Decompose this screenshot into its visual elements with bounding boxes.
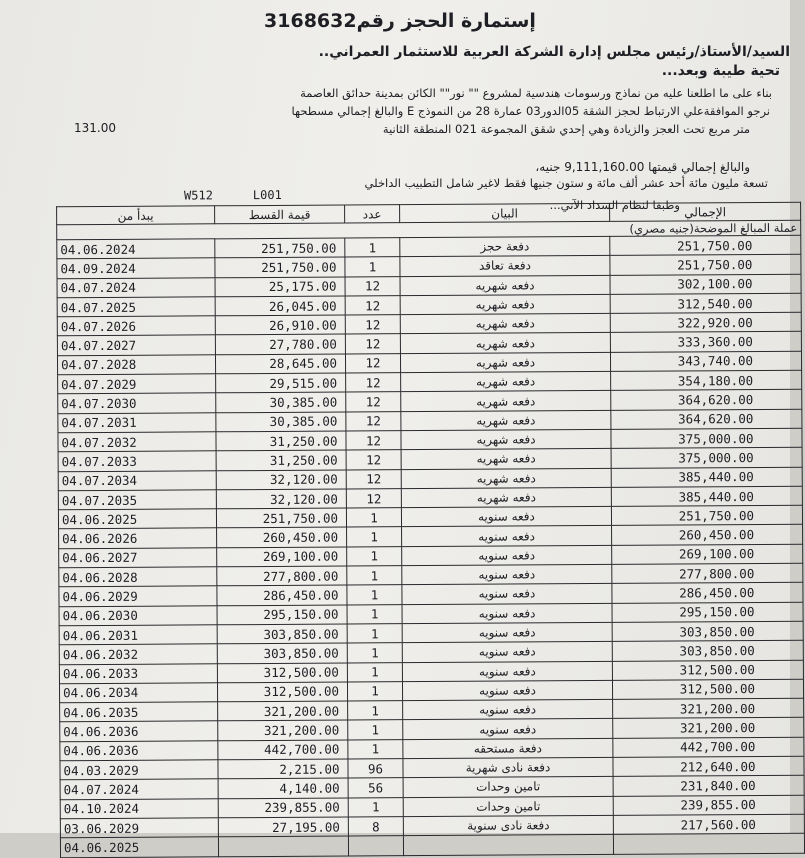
row-description: دفعة تعاقد — [400, 256, 610, 277]
row-total: 375,000.00 — [611, 428, 802, 448]
row-total: 251,750.00 — [610, 255, 801, 275]
row-start-date: 04.07.2034 — [58, 470, 216, 490]
row-count: 12 — [346, 469, 401, 489]
row-installment: 26,910.00 — [215, 315, 345, 335]
row-start-date: 04.06.2025 — [60, 837, 218, 857]
row-total: 269,100.00 — [612, 544, 803, 564]
row-description: دفعة حجز — [400, 236, 610, 257]
row-installment: 303,850.00 — [217, 643, 347, 663]
row-start-date: 04.07.2027 — [57, 335, 215, 355]
row-installment: 303,850.00 — [217, 624, 347, 644]
payment-schedule — [56, 185, 804, 858]
row-count: 1 — [347, 566, 402, 586]
row-installment: 251,750.00 — [215, 238, 345, 258]
row-start-date: 04.07.2025 — [57, 297, 215, 317]
row-installment: 31,250.00 — [216, 431, 346, 451]
unit-code: L001 — [252, 187, 282, 203]
row-description: دفعه شهريه — [401, 449, 611, 470]
row-description: دفعة مستحقه — [403, 738, 613, 759]
row-count: 56 — [348, 778, 403, 798]
row-count: 1 — [347, 624, 402, 644]
row-total: 303,850.00 — [612, 640, 803, 660]
row-total: 251,750.00 — [610, 235, 801, 255]
row-start-date: 04.06.2036 — [60, 741, 218, 761]
row-start-date: 04.06.2032 — [59, 644, 217, 664]
row-description: دفعه سنويه — [402, 584, 612, 605]
row-total: 385,440.00 — [611, 486, 802, 506]
row-description: دفعه شهريه — [401, 429, 611, 450]
row-description: دفعه شهريه — [401, 371, 611, 392]
row-total: 303,850.00 — [612, 621, 803, 641]
row-count: 12 — [346, 392, 401, 412]
unit-area-value: 131.00 — [74, 121, 116, 135]
row-installment: 25,175.00 — [215, 277, 345, 297]
row-count: 1 — [345, 257, 400, 277]
row-start-date: 04.07.2024 — [57, 277, 215, 297]
row-count: 12 — [345, 315, 400, 335]
row-start-date: 04.07.2028 — [57, 355, 215, 375]
total-price-line: والبالغ إجمالي قيمتها 9,111,160.00 جنيه، — [535, 160, 750, 174]
row-total: 343,740.00 — [610, 351, 801, 371]
row-start-date: 04.06.2034 — [59, 683, 217, 703]
row-start-date: 04.06.2028 — [59, 567, 217, 587]
row-count — [348, 836, 403, 856]
row-description: دفعة نادى شهرية — [403, 757, 613, 778]
row-total: 333,360.00 — [610, 332, 801, 352]
row-count: 1 — [348, 797, 403, 817]
row-description: دفعه سنويه — [402, 603, 612, 624]
row-total: 286,450.00 — [612, 583, 803, 603]
column-header-count: عدد — [345, 205, 400, 223]
row-installment: 28,645.00 — [215, 354, 345, 374]
row-total: 312,500.00 — [612, 679, 803, 699]
row-start-date: 04.07.2026 — [57, 316, 215, 336]
row-start-date: 03.06.2029 — [60, 818, 218, 838]
row-total: 312,500.00 — [612, 660, 803, 680]
row-count: 12 — [346, 411, 401, 431]
row-description — [403, 835, 613, 856]
intro-paragraph-line3: متر مربع تحت العجز والزيادة وهي إحدي شقق المجموعة 021 المنطقة الثانية — [382, 122, 750, 136]
row-total: 322,920.00 — [610, 312, 801, 332]
intro-paragraph-line1: بناء على ما اطلعنا عليه من نماذج ورسومات هندسية لمشروع "" نور"" الكائن بمدينة حدائق العاصمة — [300, 86, 772, 100]
row-total: 295,150.00 — [612, 602, 803, 622]
row-count: 12 — [346, 489, 401, 509]
row-start-date: 04.06.2027 — [59, 548, 217, 568]
row-count: 1 — [347, 681, 402, 701]
row-installment: 312,500.00 — [217, 663, 347, 683]
row-start-date: 04.06.2036 — [60, 721, 218, 741]
payment-plan-line: وطبقا لنظام السداد الآتي... — [549, 198, 680, 212]
row-installment: 260,450.00 — [217, 527, 347, 547]
row-total: 312,540.00 — [610, 293, 801, 313]
row-count: 1 — [348, 739, 403, 759]
row-start-date: 04.10.2024 — [60, 798, 218, 818]
row-installment: 269,100.00 — [217, 547, 347, 567]
row-installment: 26,045.00 — [215, 296, 345, 316]
building-code: W512 — [183, 188, 213, 203]
row-count: 1 — [347, 643, 402, 663]
row-count: 12 — [345, 353, 400, 373]
column-header-start: يبدأ من — [57, 206, 215, 225]
row-description: دفعة نادى سنوية — [403, 815, 613, 836]
row-description: دفعه شهريه — [400, 314, 610, 335]
row-count: 8 — [348, 817, 403, 837]
row-start-date: 04.06.2031 — [59, 625, 217, 645]
row-description: دفعه شهريه — [401, 487, 611, 508]
row-start-date: 04.07.2029 — [58, 374, 216, 394]
row-installment: 2,215.00 — [218, 759, 348, 779]
row-start-date: 04.06.2030 — [59, 605, 217, 625]
row-installment: 31,250.00 — [216, 450, 346, 470]
row-start-date: 04.07.2030 — [58, 393, 216, 413]
row-count: 12 — [346, 373, 401, 393]
row-total: 364,620.00 — [611, 390, 802, 410]
row-description: دفعه سنويه — [402, 526, 612, 547]
row-description: تامين وحدات — [403, 777, 613, 798]
row-total: 302,100.00 — [610, 274, 801, 294]
row-total: 251,750.00 — [611, 505, 802, 525]
row-installment: 27,780.00 — [215, 334, 345, 354]
row-start-date: 04.03.2029 — [60, 760, 218, 780]
currency-note: عملة المبالغ الموضحة(جنيه مصري) — [57, 220, 801, 240]
row-start-date: 04.07.2032 — [58, 432, 216, 452]
row-installment: 30,385.00 — [216, 392, 346, 412]
row-total — [613, 833, 804, 853]
row-count: 1 — [348, 701, 403, 721]
row-installment: 29,515.00 — [216, 373, 346, 393]
row-description: دفعه سنويه — [401, 507, 611, 528]
row-count: 12 — [346, 450, 401, 470]
row-installment: 32,120.00 — [216, 489, 346, 509]
row-count: 12 — [345, 276, 400, 296]
row-total: 442,700.00 — [613, 737, 804, 757]
row-total: 231,840.00 — [613, 776, 804, 796]
row-installment — [218, 836, 348, 856]
row-installment: 4,140.00 — [218, 778, 348, 798]
row-total: 321,200.00 — [613, 698, 804, 718]
table-row — [60, 833, 804, 857]
row-description: دفعه سنويه — [403, 719, 613, 740]
total-price-words: تسعة مليون مائة أحد عشر ألف مائة و ستون جنيها فقط لاغير شامل التطبيب الداخلي — [364, 176, 768, 190]
row-description: دفعه سنويه — [402, 545, 612, 566]
row-description: دفعه سنويه — [402, 622, 612, 643]
row-count: 1 — [347, 585, 402, 605]
row-installment: 295,150.00 — [217, 605, 347, 625]
row-start-date: 04.06.2024 — [57, 239, 215, 259]
row-start-date: 04.07.2035 — [58, 490, 216, 510]
row-count: 1 — [348, 720, 403, 740]
column-header-description: البيان — [400, 203, 610, 222]
column-header-installment: قيمة القسط — [215, 205, 345, 224]
addressee-line: السيد/الأستاذ/رئيس مجلس إدارة الشركة العربية للاستثمار العمراني.. — [318, 44, 790, 60]
row-start-date: 04.06.2026 — [59, 528, 217, 548]
row-total: 277,800.00 — [612, 563, 803, 583]
row-start-date: 04.06.2025 — [58, 509, 216, 529]
row-installment: 27,195.00 — [218, 817, 348, 837]
row-start-date: 04.06.2035 — [60, 702, 218, 722]
row-installment: 30,385.00 — [216, 412, 346, 432]
row-total: 239,855.00 — [613, 795, 804, 815]
row-description: دفعه شهريه — [401, 468, 611, 489]
row-count: 96 — [348, 759, 403, 779]
row-count: 1 — [345, 238, 400, 258]
row-description: دفعه شهريه — [400, 352, 610, 373]
row-description: دفعه سنويه — [403, 700, 613, 721]
column-header-total: الإجمالي — [610, 202, 801, 221]
row-count: 12 — [345, 296, 400, 316]
row-count: 1 — [347, 527, 402, 547]
row-count: 12 — [345, 334, 400, 354]
row-description: دفعه شهريه — [401, 410, 611, 431]
row-count: 12 — [346, 431, 401, 451]
row-count: 1 — [347, 662, 402, 682]
row-start-date: 04.07.2033 — [58, 451, 216, 471]
row-total: 375,000.00 — [611, 447, 802, 467]
row-total: 364,620.00 — [611, 409, 802, 429]
row-description: دفعه شهريه — [401, 391, 611, 412]
table-body — [57, 235, 805, 857]
row-total: 354,180.00 — [611, 370, 802, 390]
row-installment: 251,750.00 — [216, 508, 346, 528]
row-count: 1 — [346, 508, 401, 528]
row-count: 1 — [347, 546, 402, 566]
row-total: 260,450.00 — [612, 525, 803, 545]
row-description: تامين وحدات — [403, 796, 613, 817]
row-installment: 321,200.00 — [218, 720, 348, 740]
form-title: إستمارة الحجز رقم3168632 — [264, 10, 536, 32]
row-total: 217,560.00 — [613, 814, 804, 834]
row-installment: 312,500.00 — [217, 682, 347, 702]
row-installment: 277,800.00 — [217, 566, 347, 586]
row-start-date: 04.06.2029 — [59, 586, 217, 606]
row-start-date: 04.07.2031 — [58, 412, 216, 432]
row-start-date: 04.09.2024 — [57, 258, 215, 278]
row-description: دفعه سنويه — [402, 680, 612, 701]
row-installment: 251,750.00 — [215, 257, 345, 277]
row-description: دفعه سنويه — [402, 564, 612, 585]
row-count: 1 — [347, 604, 402, 624]
row-total: 212,640.00 — [613, 756, 804, 776]
payment-schedule-table — [56, 202, 805, 858]
row-installment: 32,120.00 — [216, 470, 346, 490]
row-installment: 321,200.00 — [218, 701, 348, 721]
row-installment: 286,450.00 — [217, 585, 347, 605]
row-description: دفعه شهريه — [400, 275, 610, 296]
row-start-date: 04.07.2024 — [60, 779, 218, 799]
greeting-line: تحية طيبة وبعد... — [661, 63, 780, 79]
row-start-date: 04.06.2033 — [59, 663, 217, 683]
row-total: 385,440.00 — [611, 467, 802, 487]
row-description: دفعه شهريه — [400, 294, 610, 315]
intro-paragraph-line2: نرجو الموافقةعلي الارتباط لحجز الشقة 05الدور03 عمارة 28 من النموذج E والبالغ إجمالي مسطحها — [291, 104, 770, 118]
row-description: دفعه سنويه — [402, 642, 612, 663]
row-installment: 239,855.00 — [218, 798, 348, 818]
row-description: دفعه شهريه — [400, 333, 610, 354]
row-installment: 442,700.00 — [218, 740, 348, 760]
row-total: 321,200.00 — [613, 718, 804, 738]
row-description: دفعه سنويه — [402, 661, 612, 682]
